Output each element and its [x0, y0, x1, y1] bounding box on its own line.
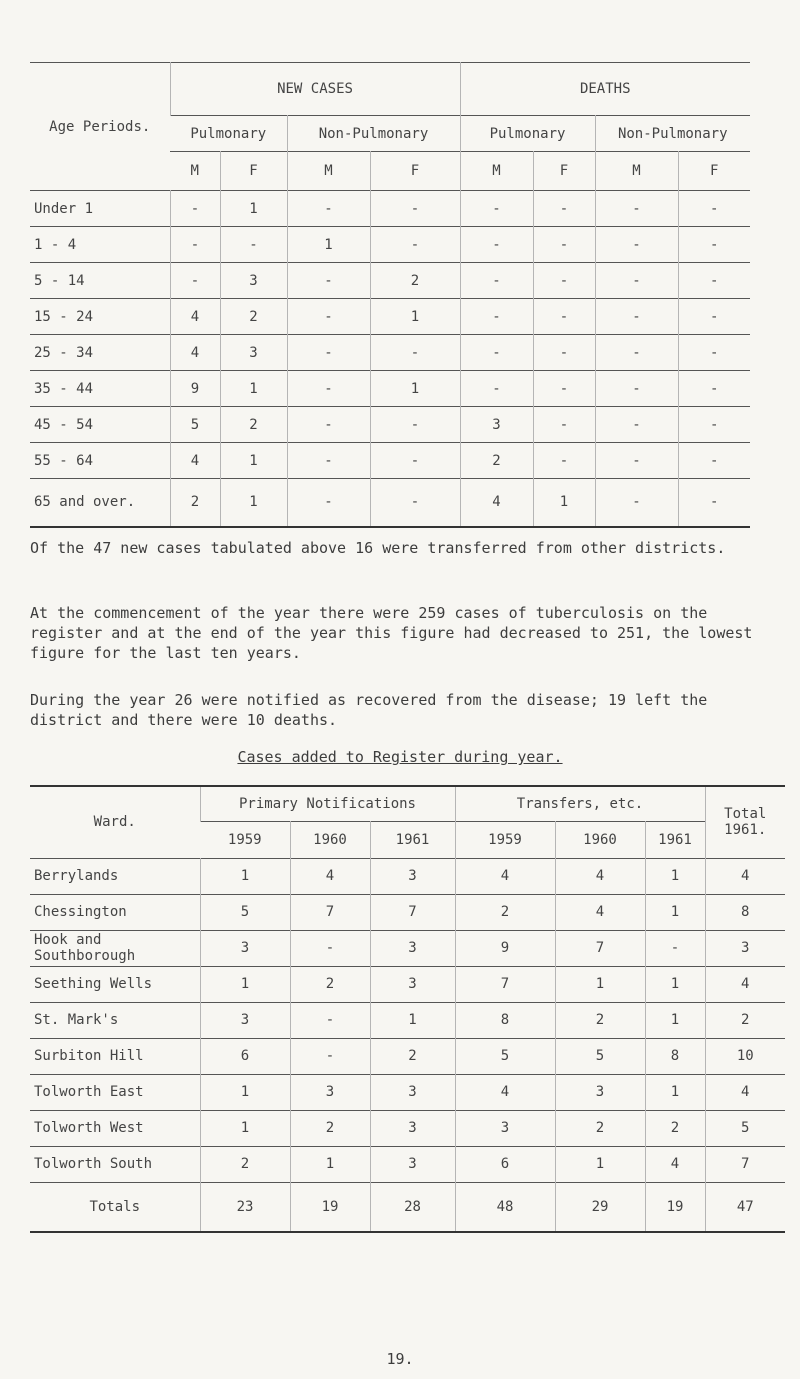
- age-row: [30, 263, 750, 299]
- paragraph-recovered: During the year 26 were notified as recovered from the disease; 19 left the district and there were 10 deaths.: [30, 691, 708, 729]
- count-cell: 3: [370, 1110, 455, 1146]
- totals-label: Totals: [89, 1198, 141, 1215]
- sex-header: F: [370, 152, 460, 191]
- count-cell: 3: [455, 1110, 555, 1146]
- ward-row: [30, 930, 785, 966]
- count-cell: -: [533, 263, 595, 299]
- total-cell: 48: [455, 1182, 555, 1232]
- ward-row: [30, 1074, 785, 1110]
- count-cell: 1: [555, 1146, 645, 1182]
- count-cell: 1: [200, 858, 290, 894]
- age-row: [30, 299, 750, 335]
- age-period-cell: 15 - 24: [34, 308, 94, 325]
- count-cell: -: [170, 191, 220, 227]
- age-period-cell: Under 1: [34, 200, 94, 217]
- count-cell: -: [287, 191, 370, 227]
- sex-header: M: [190, 163, 199, 179]
- count-cell: -: [533, 191, 595, 227]
- age-period-cell: 35 - 44: [34, 380, 94, 397]
- total-cell: 19: [645, 1182, 705, 1232]
- count-cell: 3: [705, 930, 785, 966]
- count-cell: 2: [290, 966, 370, 1002]
- count-cell: 1: [200, 1074, 290, 1110]
- count-cell: 4: [645, 1146, 705, 1182]
- age-period-cell: 25 - 34: [34, 344, 94, 361]
- count-cell: 3: [220, 335, 287, 371]
- sex-header: F: [220, 152, 287, 191]
- count-cell: -: [678, 299, 750, 335]
- count-cell: 1: [645, 966, 705, 1002]
- ward-name-cell: Surbiton Hill: [34, 1048, 144, 1064]
- count-cell: 3: [370, 930, 455, 966]
- count-cell: -: [595, 443, 678, 479]
- count-cell: 1: [200, 966, 290, 1002]
- ward-row: [30, 1110, 785, 1146]
- count-cell: 2: [370, 1038, 455, 1074]
- count-cell: 1: [645, 1074, 705, 1110]
- ward-header: Ward.: [93, 814, 136, 831]
- age-row: [30, 443, 750, 479]
- deaths-non-pulmonary-header: Non-Pulmonary: [595, 116, 750, 152]
- ward-name-cell: St. Mark's: [34, 1012, 119, 1028]
- count-cell: -: [290, 1002, 370, 1038]
- count-cell: 4: [455, 858, 555, 894]
- transfers-header: Transfers, etc.: [455, 786, 705, 821]
- paragraph-transfers: Of the 47 new cases tabulated above 16 were transferred from other districts.: [30, 539, 726, 557]
- count-cell: -: [595, 335, 678, 371]
- count-cell: 2: [705, 1002, 785, 1038]
- count-cell: 1: [220, 443, 287, 479]
- ward-row: [30, 1038, 785, 1074]
- sex-header: M: [460, 152, 533, 191]
- count-cell: -: [678, 191, 750, 227]
- count-cell: 8: [455, 1002, 555, 1038]
- count-cell: 1: [370, 299, 460, 335]
- count-cell: -: [220, 227, 287, 263]
- count-cell: 4: [170, 443, 220, 479]
- count-cell: -: [170, 263, 220, 299]
- table-caption: Cases added to Register during year.: [237, 748, 563, 766]
- count-cell: 4: [290, 858, 370, 894]
- count-cell: 7: [370, 894, 455, 930]
- count-cell: 1: [287, 227, 370, 263]
- age-period-cell: 55 - 64: [34, 452, 94, 469]
- count-cell: 4: [170, 299, 220, 335]
- count-cell: -: [533, 407, 595, 443]
- ward-cases-table: [30, 785, 785, 1233]
- ward-name-cell: Chessington: [34, 904, 127, 920]
- count-cell: 4: [555, 858, 645, 894]
- count-cell: 2: [290, 1110, 370, 1146]
- year-header: 1961: [370, 821, 455, 858]
- count-cell: -: [290, 930, 370, 966]
- sex-header: F: [533, 152, 595, 191]
- age-row: [30, 371, 750, 407]
- age-row: [30, 191, 750, 227]
- age-row: [30, 479, 750, 527]
- count-cell: -: [645, 930, 705, 966]
- count-cell: -: [370, 443, 460, 479]
- paragraph-register: At the commencement of the year there were 259 cases of tuberculosis on the register and at the end of the year this figure had decreased to 251, the lowest figure for the last ten years.: [30, 604, 753, 662]
- ward-name-cell: Tolworth West: [34, 1120, 144, 1136]
- count-cell: 1: [220, 479, 287, 527]
- ward-name-cell: Tolworth South: [34, 1156, 153, 1172]
- ward-row: [30, 858, 785, 894]
- count-cell: 3: [370, 966, 455, 1002]
- total-cell: 23: [200, 1182, 290, 1232]
- count-cell: -: [370, 479, 460, 527]
- year-header: 1960: [290, 821, 370, 858]
- age-period-cell: 65 and over.: [34, 494, 136, 511]
- count-cell: -: [290, 1038, 370, 1074]
- count-cell: 3: [200, 1002, 290, 1038]
- count-cell: 2: [370, 263, 460, 299]
- count-cell: -: [595, 227, 678, 263]
- count-cell: 2: [645, 1110, 705, 1146]
- count-cell: 1: [533, 479, 595, 527]
- count-cell: 7: [290, 894, 370, 930]
- count-cell: 3: [370, 1146, 455, 1182]
- count-cell: -: [287, 263, 370, 299]
- primary-notifications-header: Primary Notifications: [200, 786, 455, 821]
- count-cell: -: [595, 371, 678, 407]
- count-cell: -: [460, 335, 533, 371]
- count-cell: 1: [555, 966, 645, 1002]
- total-cell: 29: [555, 1182, 645, 1232]
- count-cell: -: [595, 479, 678, 527]
- deaths-pulmonary-header: Pulmonary: [460, 116, 595, 152]
- count-cell: -: [370, 335, 460, 371]
- count-cell: 1: [645, 894, 705, 930]
- total-cell: 19: [290, 1182, 370, 1232]
- count-cell: 4: [555, 894, 645, 930]
- sex-header: M: [595, 152, 678, 191]
- count-cell: 3: [220, 263, 287, 299]
- count-cell: 2: [555, 1110, 645, 1146]
- deaths-header: DEATHS: [460, 63, 750, 116]
- count-cell: -: [370, 227, 460, 263]
- count-cell: -: [287, 299, 370, 335]
- count-cell: -: [678, 263, 750, 299]
- count-cell: 2: [455, 894, 555, 930]
- count-cell: -: [678, 371, 750, 407]
- ward-row: [30, 966, 785, 1002]
- count-cell: 3: [200, 930, 290, 966]
- age-row: [30, 227, 750, 263]
- count-cell: -: [460, 371, 533, 407]
- count-cell: -: [287, 335, 370, 371]
- count-cell: 4: [170, 335, 220, 371]
- count-cell: 2: [220, 407, 287, 443]
- count-cell: -: [460, 227, 533, 263]
- ward-row: [30, 1002, 785, 1038]
- count-cell: 10: [705, 1038, 785, 1074]
- ward-name-cell: Tolworth East: [34, 1084, 144, 1100]
- count-cell: -: [533, 227, 595, 263]
- count-cell: -: [678, 479, 750, 527]
- count-cell: -: [533, 335, 595, 371]
- age-periods-table: [30, 62, 750, 528]
- sex-header: F: [678, 152, 750, 191]
- age-period-cell: 5 - 14: [34, 272, 85, 289]
- count-cell: 7: [555, 930, 645, 966]
- count-cell: 1: [220, 371, 287, 407]
- count-cell: 8: [705, 894, 785, 930]
- count-cell: -: [595, 407, 678, 443]
- count-cell: 4: [455, 1074, 555, 1110]
- count-cell: -: [533, 299, 595, 335]
- count-cell: -: [287, 479, 370, 527]
- ward-name-cell: Berrylands: [34, 868, 119, 884]
- year-header: 1959: [455, 821, 555, 858]
- count-cell: -: [533, 443, 595, 479]
- count-cell: 9: [455, 930, 555, 966]
- count-cell: 1: [645, 1002, 705, 1038]
- count-cell: -: [460, 299, 533, 335]
- total-cell: 47: [705, 1182, 785, 1232]
- new-non-pulmonary-header: Non-Pulmonary: [287, 116, 460, 152]
- age-row: [30, 335, 750, 371]
- count-cell: 7: [705, 1146, 785, 1182]
- totals-row: [30, 1182, 785, 1232]
- count-cell: 1: [290, 1146, 370, 1182]
- count-cell: 5: [705, 1110, 785, 1146]
- count-cell: 2: [200, 1146, 290, 1182]
- count-cell: 5: [455, 1038, 555, 1074]
- age-row: [30, 407, 750, 443]
- count-cell: -: [533, 371, 595, 407]
- count-cell: -: [595, 263, 678, 299]
- count-cell: 5: [555, 1038, 645, 1074]
- count-cell: 5: [170, 407, 220, 443]
- count-cell: -: [678, 227, 750, 263]
- count-cell: 3: [370, 858, 455, 894]
- count-cell: 8: [645, 1038, 705, 1074]
- ward-name-cell: Hook and Southborough: [34, 932, 136, 964]
- ward-name-cell: Seething Wells: [34, 976, 153, 992]
- ward-row: [30, 894, 785, 930]
- total-cell: 28: [370, 1182, 455, 1232]
- count-cell: -: [370, 407, 460, 443]
- count-cell: 1: [220, 191, 287, 227]
- count-cell: 4: [705, 858, 785, 894]
- count-cell: 2: [220, 299, 287, 335]
- count-cell: 3: [370, 1074, 455, 1110]
- sex-header: M: [287, 152, 370, 191]
- count-cell: -: [287, 443, 370, 479]
- count-cell: 7: [455, 966, 555, 1002]
- count-cell: 6: [200, 1038, 290, 1074]
- count-cell: 3: [290, 1074, 370, 1110]
- count-cell: 4: [705, 966, 785, 1002]
- count-cell: 1: [370, 371, 460, 407]
- count-cell: 6: [455, 1146, 555, 1182]
- age-period-cell: 45 - 54: [34, 416, 94, 433]
- count-cell: -: [595, 191, 678, 227]
- count-cell: -: [678, 335, 750, 371]
- count-cell: 5: [200, 894, 290, 930]
- count-cell: 1: [370, 1002, 455, 1038]
- count-cell: 2: [170, 479, 220, 527]
- count-cell: 2: [460, 443, 533, 479]
- count-cell: 9: [170, 371, 220, 407]
- count-cell: 4: [460, 479, 533, 527]
- count-cell: -: [370, 191, 460, 227]
- count-cell: -: [287, 407, 370, 443]
- count-cell: 1: [200, 1110, 290, 1146]
- total-1961-header: Total 1961.: [705, 786, 785, 858]
- count-cell: 2: [555, 1002, 645, 1038]
- count-cell: 3: [555, 1074, 645, 1110]
- count-cell: -: [170, 227, 220, 263]
- count-cell: 1: [645, 858, 705, 894]
- count-cell: -: [678, 443, 750, 479]
- count-cell: 3: [460, 407, 533, 443]
- year-header: 1961: [645, 821, 705, 858]
- new-pulmonary-header: Pulmonary: [190, 125, 267, 142]
- count-cell: -: [460, 191, 533, 227]
- new-cases-header: NEW CASES: [170, 63, 460, 116]
- count-cell: -: [595, 299, 678, 335]
- age-periods-header: Age Periods.: [49, 118, 151, 135]
- ward-row: [30, 1146, 785, 1182]
- count-cell: -: [678, 407, 750, 443]
- count-cell: -: [460, 263, 533, 299]
- count-cell: -: [287, 371, 370, 407]
- age-period-cell: 1 - 4: [34, 236, 77, 253]
- count-cell: 4: [705, 1074, 785, 1110]
- year-header: 1960: [555, 821, 645, 858]
- page-number: 19.: [386, 1350, 414, 1368]
- year-header: 1959: [227, 831, 262, 848]
